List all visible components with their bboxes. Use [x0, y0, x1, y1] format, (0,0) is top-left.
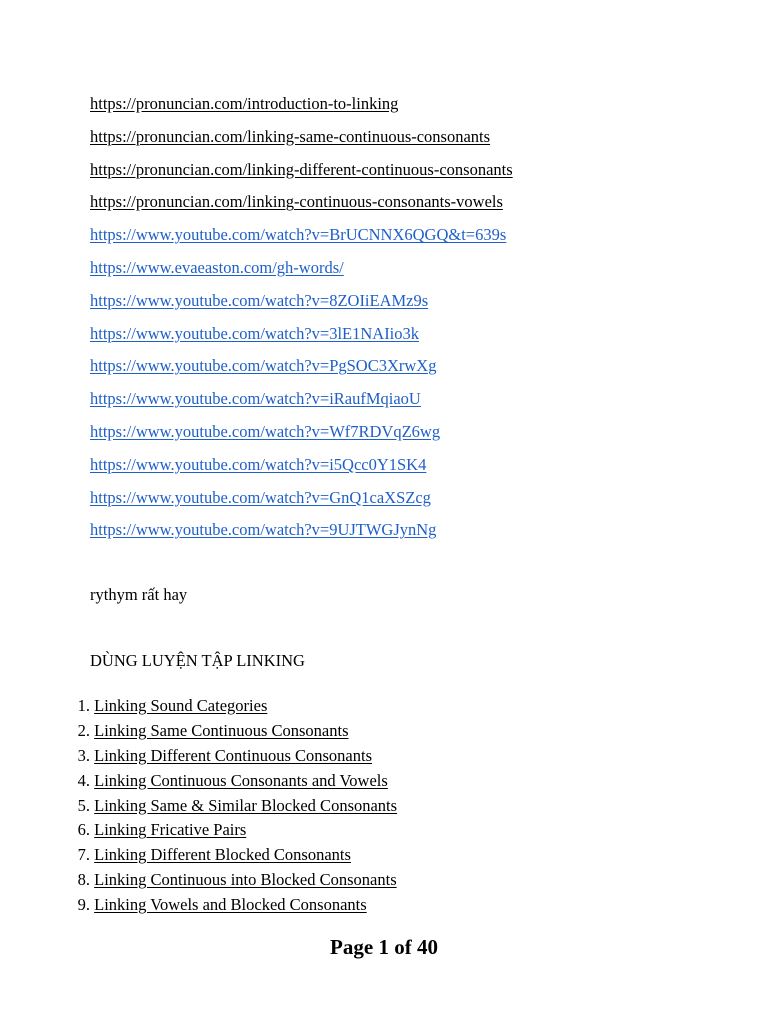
- link-item: [90, 256, 513, 289]
- toc-number: 6.: [77, 820, 90, 840]
- toc-item: [60, 893, 397, 918]
- link-evaeaston-gh-words[interactable]: https://www.evaeaston.com/gh-words/: [90, 257, 344, 277]
- toc-link[interactable]: Linking Different Blocked Consonants: [94, 845, 351, 865]
- toc-link[interactable]: Linking Continuous into Blocked Consonants: [94, 870, 397, 890]
- table-of-contents: [60, 694, 397, 918]
- toc-item: [60, 794, 397, 819]
- link-item: [90, 387, 513, 420]
- link-item: [90, 125, 513, 158]
- toc-item: [60, 719, 397, 744]
- toc-item: [60, 769, 397, 794]
- link-youtube[interactable]: https://www.youtube.com/watch?v=8ZOIiEAMz9s: [90, 290, 429, 310]
- page-footer: Page 1 of 40: [330, 935, 438, 959]
- toc-link[interactable]: Linking Different Continuous Consonants: [94, 745, 373, 765]
- link-pronuncian-different-continuous[interactable]: https://pronuncian.com/linking-different-continuous-consonants: [90, 159, 513, 179]
- link-youtube[interactable]: https://www.youtube.com/watch?v=3lE1NAIio3k: [90, 323, 420, 343]
- toc-number: 4.: [77, 770, 90, 790]
- link-pronuncian-intro[interactable]: https://pronuncian.com/introduction-to-linking: [90, 94, 399, 113]
- link-item: [90, 223, 513, 256]
- toc-item: [60, 694, 397, 719]
- note-text: rythym rất hay: [90, 585, 188, 604]
- toc-number: 9.: [77, 895, 90, 915]
- link-item: [90, 158, 513, 191]
- toc-link[interactable]: Linking Same & Similar Blocked Consonants: [94, 795, 398, 815]
- toc-item: [60, 818, 397, 843]
- toc-link[interactable]: Linking Continuous Consonants and Vowels: [94, 770, 388, 790]
- link-item: [90, 322, 513, 355]
- link-item: [90, 354, 513, 387]
- toc-number: 8.: [77, 870, 90, 890]
- link-item: [90, 420, 513, 453]
- toc-item: [60, 868, 397, 893]
- toc-link[interactable]: Linking Same Continuous Consonants: [94, 720, 349, 740]
- link-youtube[interactable]: https://www.youtube.com/watch?v=9UJTWGJynNg: [90, 520, 437, 540]
- toc-item: [60, 843, 397, 868]
- link-pronuncian-continuous-vowels[interactable]: https://pronuncian.com/linking-continuous-consonants-vowels: [90, 192, 503, 212]
- link-youtube[interactable]: https://www.youtube.com/watch?v=BrUCNNX6QGQ&t=639s: [90, 225, 507, 245]
- link-item: [90, 190, 513, 223]
- toc-number: 1.: [77, 696, 90, 715]
- link-youtube[interactable]: https://www.youtube.com/watch?v=Wf7RDVqZ6wg: [90, 421, 441, 441]
- link-youtube[interactable]: https://www.youtube.com/watch?v=PgSOC3XrwXg: [90, 356, 437, 376]
- link-item: [90, 453, 513, 486]
- link-item: [90, 92, 513, 125]
- link-item: [90, 486, 513, 519]
- toc-link[interactable]: Linking Fricative Pairs: [94, 820, 247, 840]
- link-list: [90, 92, 513, 551]
- toc-link[interactable]: Linking Vowels and Blocked Consonants: [94, 895, 367, 915]
- toc-number: 5.: [77, 795, 90, 815]
- section-heading: DÙNG LUYỆN TẬP LINKING: [90, 651, 305, 670]
- link-item: [90, 289, 513, 322]
- toc-number: 3.: [77, 745, 90, 765]
- link-youtube[interactable]: https://www.youtube.com/watch?v=i5Qcc0Y1SK4: [90, 454, 427, 474]
- link-pronuncian-same-continuous[interactable]: https://pronuncian.com/linking-same-continuous-consonants: [90, 126, 491, 146]
- toc-item: [60, 744, 397, 769]
- toc-number: 2.: [77, 720, 90, 740]
- link-youtube[interactable]: https://www.youtube.com/watch?v=GnQ1caXSZcg: [90, 487, 431, 507]
- link-item: [90, 518, 513, 551]
- toc-link[interactable]: Linking Sound Categories: [94, 696, 268, 715]
- link-youtube[interactable]: https://www.youtube.com/watch?v=iRaufMqiaoU: [90, 389, 421, 409]
- toc-number: 7.: [77, 845, 90, 865]
